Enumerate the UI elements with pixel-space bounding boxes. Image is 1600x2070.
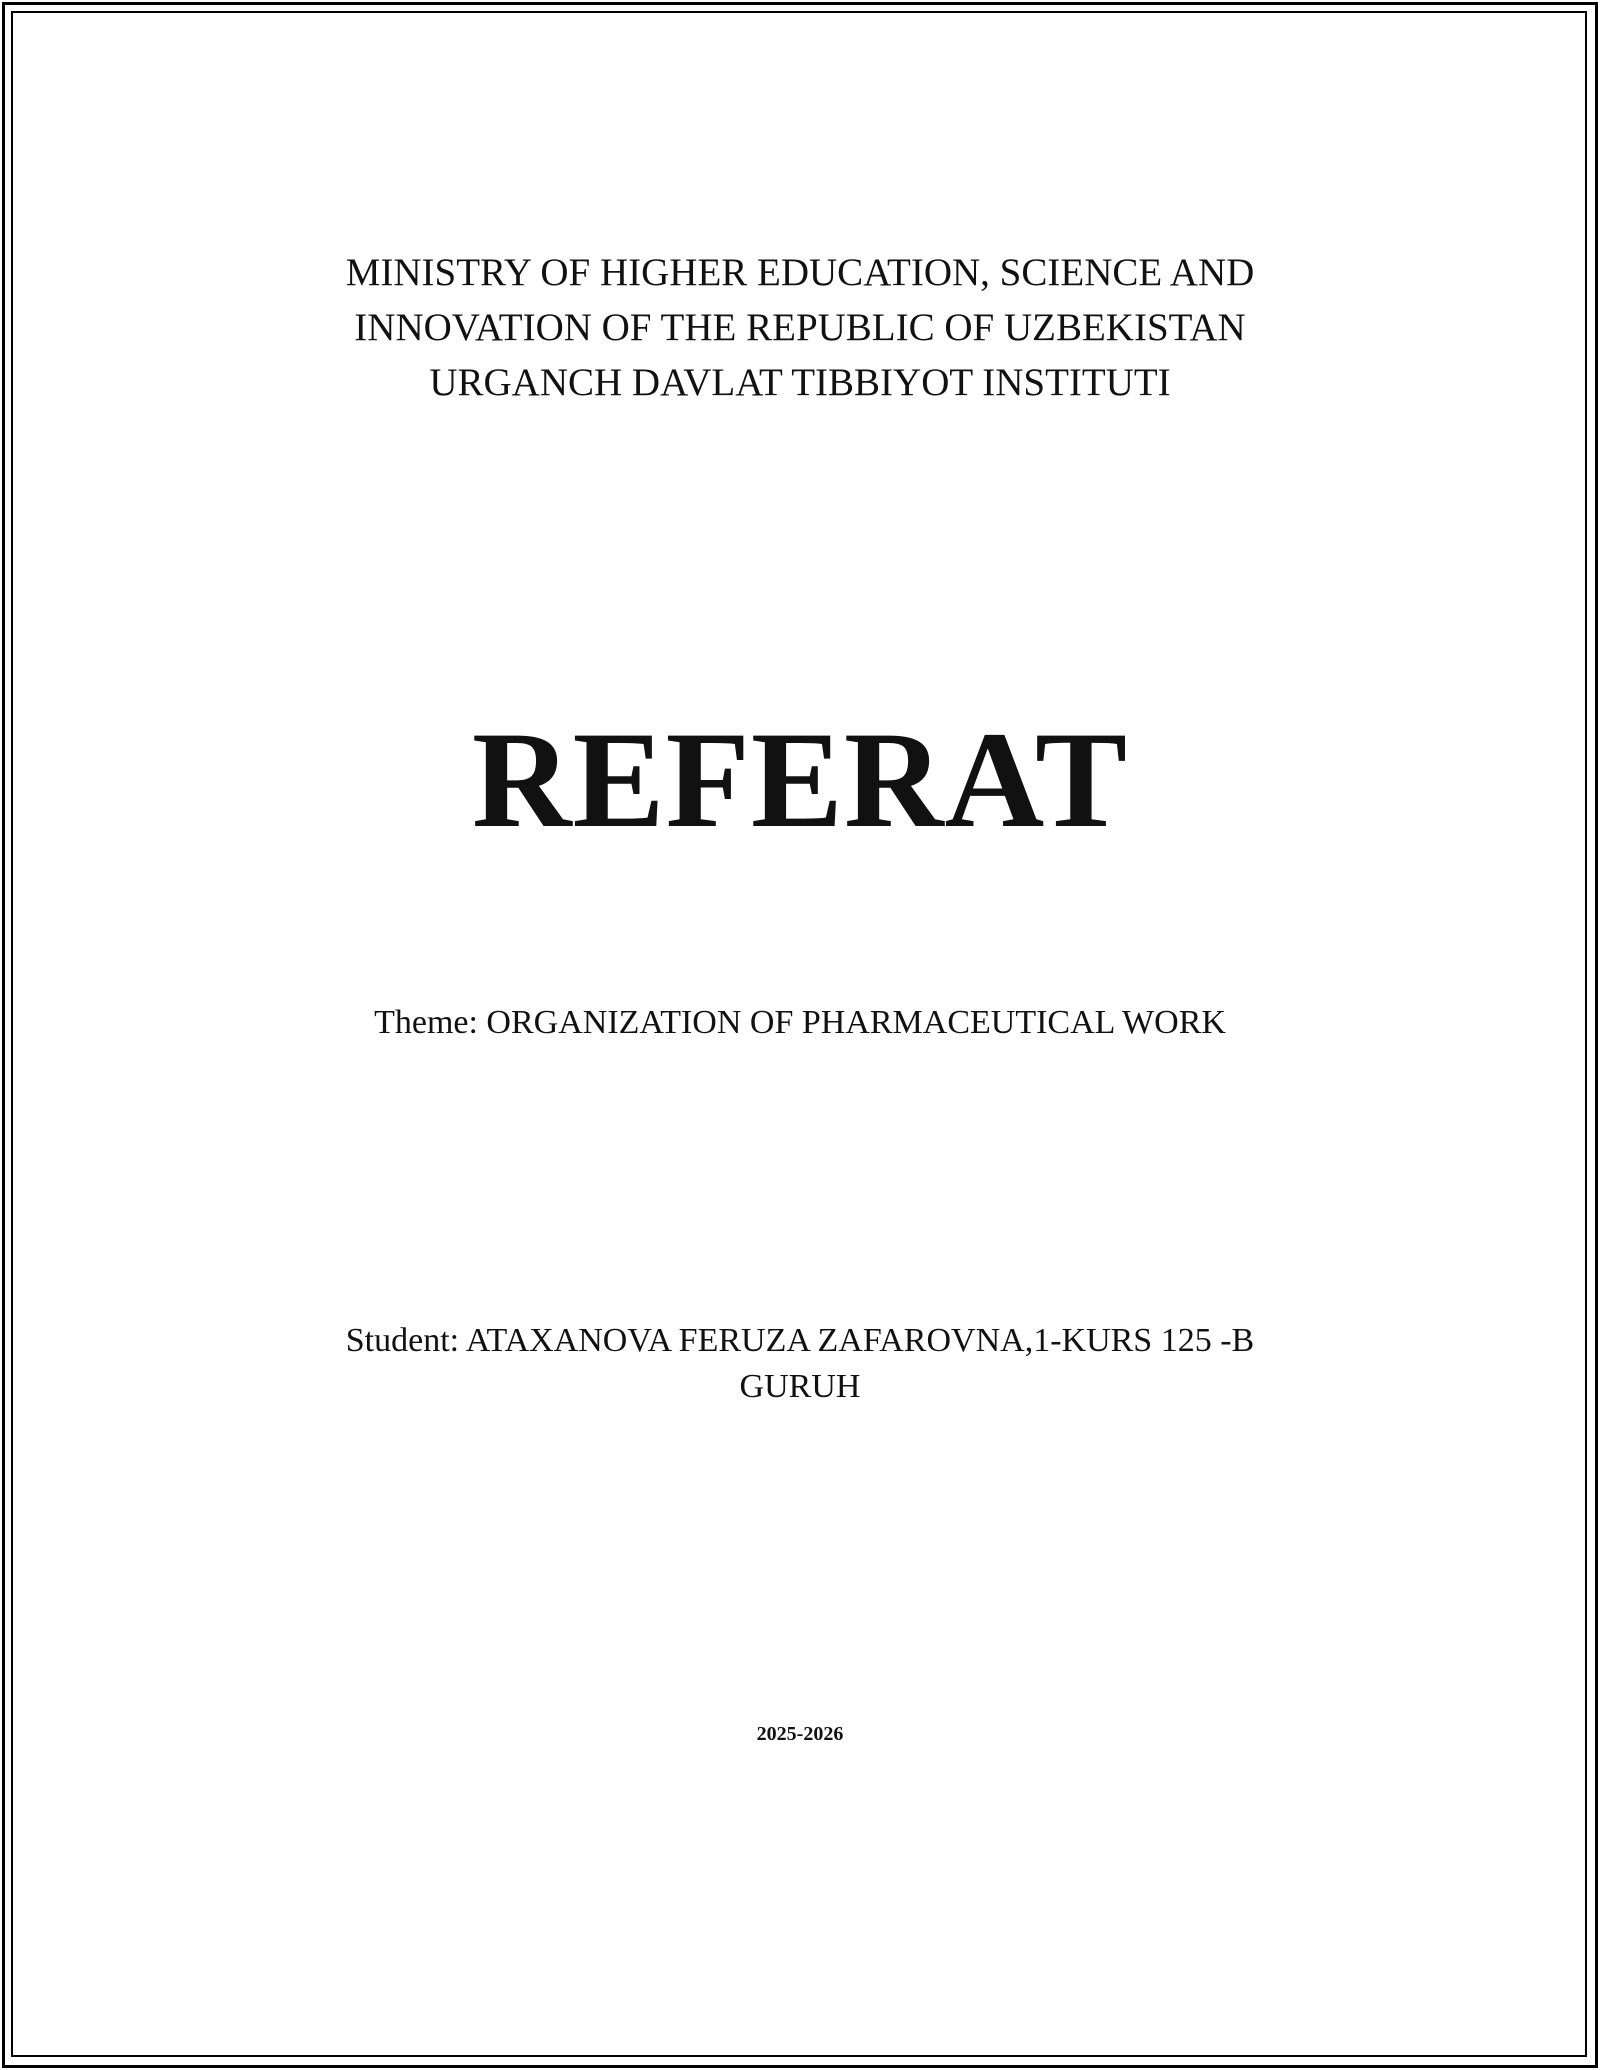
institution-line: MINISTRY OF HIGHER EDUCATION, SCIENCE AND <box>345 251 1255 294</box>
institution-line: INNOVATION OF THE REPUBLIC OF UZBEKISTAN <box>354 306 1246 349</box>
student-label: Student: <box>345 1322 460 1359</box>
document-title: REFERAT <box>471 703 1129 856</box>
student-block <box>295 1318 1305 1410</box>
student-line <box>0 1318 1600 1410</box>
student-value: ATAXANOVA FERUZA ZAFAROVNA,1-KURS 125 -B GURUH <box>465 1322 1255 1405</box>
institution-line: URGANCH DAVLAT TIBBIYOT INSTITUTI <box>429 361 1171 404</box>
academic-year: 2025-2026 <box>756 1723 844 1745</box>
theme-value: ORGANIZATION OF PHARMACEUTICAL WORK <box>486 1004 1226 1041</box>
theme-line <box>0 1001 1600 1045</box>
institution-header <box>0 245 1600 410</box>
theme-label: Theme: <box>374 1004 478 1041</box>
